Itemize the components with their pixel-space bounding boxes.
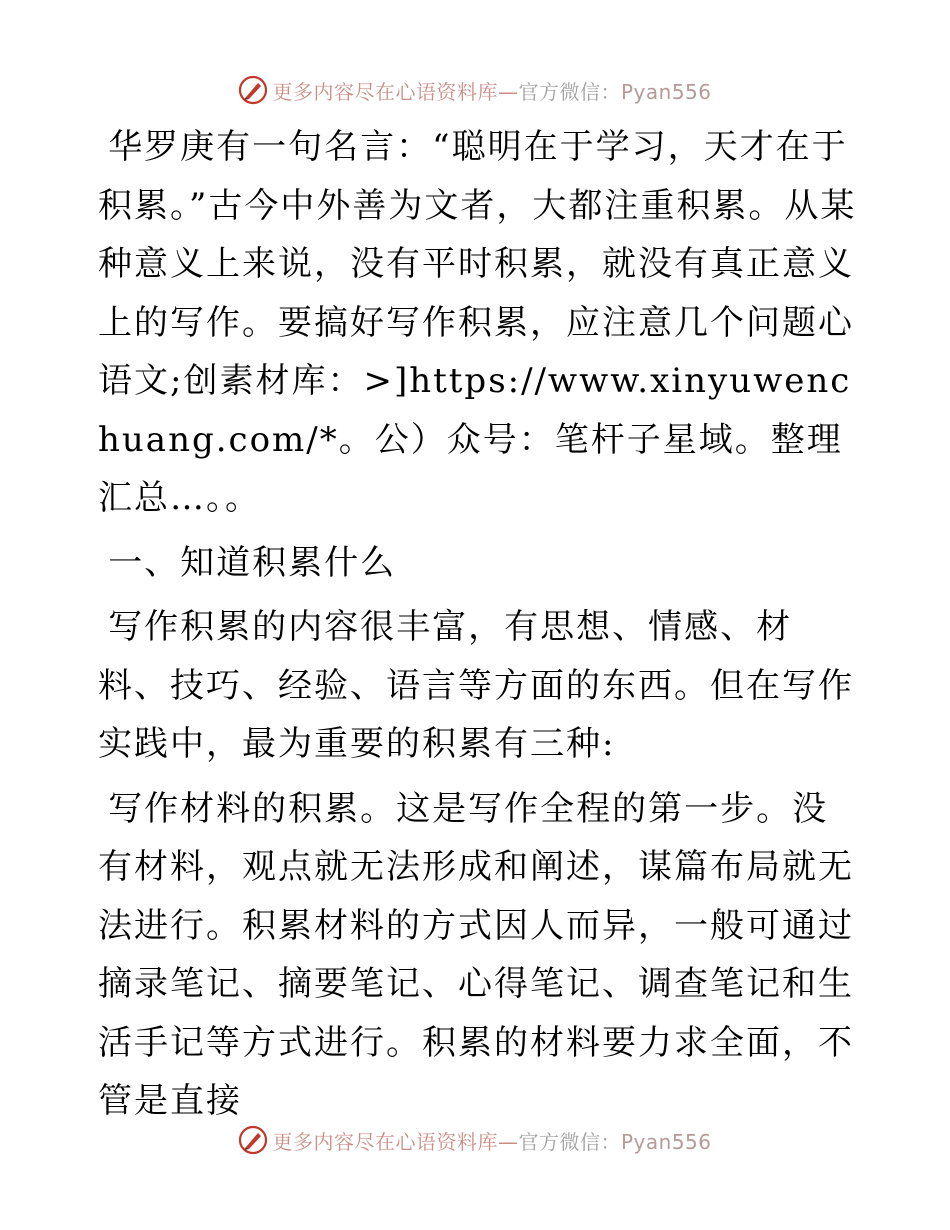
document-body	[98, 118, 858, 1131]
watermark-handle: Pyan556	[620, 79, 712, 104]
watermark-official: 官方微信：	[518, 79, 621, 104]
watermark-text	[272, 1126, 711, 1155]
paragraph-material-accumulation: 写作材料的积累。这是写作全程的第一步。没有材料，观点就无法形成和阐述，谋篇布局就无法进行。积累材料的方式因人而异，一般可通过摘录笔记、摘要笔记、心得笔记、调查笔记和生活手记等方式进行。积累的材料要力求全面，不管是直接	[98, 788, 854, 1121]
watermark-site: 更多内容尽在心语资料库	[272, 1129, 498, 1154]
watermark-handle: Pyan556	[620, 1129, 712, 1154]
watermark-dash: —	[497, 79, 519, 104]
header-watermark	[0, 70, 950, 110]
watermark-official: 官方微信：	[518, 1129, 621, 1154]
paragraph-content-types: 写作积累的内容很丰富，有思想、情感、材料、技巧、经验、语言等方面的东西。但在写作实践中，最为重要的积累有三种:	[98, 607, 854, 764]
paragraph-intro: 华罗庚有一句名言：“聪明在于学习，天才在于积累。”古今中外善为文者，大都注重积累。从某种意义上来说，没有平时积累，就没有真正意义上的写作。要搞好写作积累，应注意几个问题心语文;创素材库：>]https://www.xinyuwenchuang.com/*。公）众号：笔杆子星域。整理汇总…。。	[98, 127, 857, 518]
watermark-dash: —	[497, 1129, 519, 1154]
footer-watermark	[0, 1120, 950, 1160]
watermark-site: 更多内容尽在心语资料库	[272, 79, 498, 104]
pen-logo-icon	[238, 1125, 268, 1155]
watermark-text	[272, 76, 711, 105]
section-heading: 一、知道积累什么	[108, 542, 397, 583]
pen-logo-icon	[238, 75, 268, 105]
